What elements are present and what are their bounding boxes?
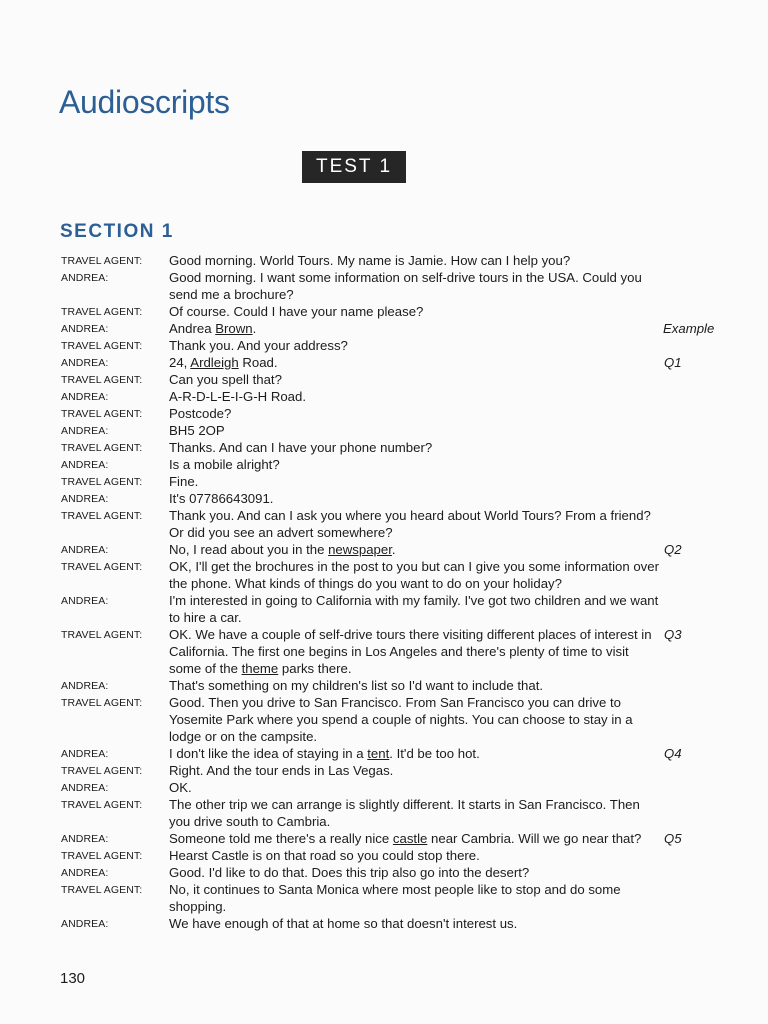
speaker-label: ANDREA: — [61, 544, 109, 556]
dialogue-text: Good morning. World Tours. My name is Jamie. How can I help you? — [169, 253, 571, 268]
speaker-label: TRAVEL AGENT: — [61, 629, 143, 641]
dialogue-text: Right. And the tour ends in Las Vegas. — [169, 763, 394, 778]
speaker-label: ANDREA: — [61, 782, 109, 794]
page-number: 130 — [60, 970, 86, 987]
dialogue-text: Good morning. I want some information on self-drive tours in the USA. Could you send me a brochure? — [169, 270, 642, 302]
dialogue-line — [0, 473, 768, 490]
speaker-label: TRAVEL AGENT: — [61, 408, 143, 420]
dialogue-text: We have enough of that at home so that doesn't interest us. — [169, 916, 518, 931]
text-after-answer: Road. — [238, 355, 278, 370]
dialogue-text: No, it continues to Santa Monica where most people like to stop and do some shopping. — [169, 882, 621, 914]
dialogue-line — [0, 830, 768, 847]
underlined-answer: tent — [367, 746, 390, 761]
speaker-label: ANDREA: — [61, 425, 109, 437]
speaker-label: ANDREA: — [61, 680, 109, 692]
dialogue-text: OK. — [169, 780, 192, 795]
dialogue-line — [0, 592, 768, 626]
dialogue-line — [0, 745, 768, 762]
speaker-label: ANDREA: — [61, 459, 109, 471]
text-after-answer: near Cambria. Will we go near that? — [427, 831, 642, 846]
speaker-label: ANDREA: — [61, 357, 109, 369]
dialogue-line — [0, 456, 768, 473]
question-marker: Q4 — [664, 746, 682, 761]
dialogue-line — [0, 847, 768, 864]
dialogue-line — [0, 439, 768, 456]
dialogue-line — [0, 337, 768, 354]
question-marker: Q1 — [664, 355, 682, 370]
dialogue-line — [0, 422, 768, 439]
text-before-answer: No, I read about you in the — [169, 542, 329, 557]
dialogue-text: Is a mobile alright? — [169, 457, 280, 472]
dialogue-text — [169, 626, 659, 677]
underlined-answer: Ardleigh — [190, 355, 239, 370]
speaker-label: ANDREA: — [61, 391, 109, 403]
dialogue-line — [0, 303, 768, 320]
speaker-label: ANDREA: — [61, 833, 109, 845]
dialogue-line — [0, 371, 768, 388]
speaker-label: TRAVEL AGENT: — [61, 765, 143, 777]
speaker-label: TRAVEL AGENT: — [61, 561, 143, 573]
dialogue-text: Good. Then you drive to San Francisco. From San Francisco you can drive to Yosemite Park where you spend a couple of nights. You can choose to stay in a lodge or on the campsite. — [169, 695, 633, 744]
dialogue-line — [0, 915, 768, 932]
speaker-label: ANDREA: — [61, 272, 109, 284]
speaker-label: ANDREA: — [61, 493, 109, 505]
speaker-label: TRAVEL AGENT: — [61, 850, 143, 862]
text-after-answer: . It'd be too hot. — [389, 746, 480, 761]
speaker-label: ANDREA: — [61, 595, 109, 607]
dialogue-text: BH5 2OP — [169, 423, 225, 438]
underlined-answer: castle — [392, 831, 428, 846]
dialogue-text: Fine. — [169, 474, 199, 489]
dialogue-line — [0, 779, 768, 796]
speaker-label: TRAVEL AGENT: — [61, 340, 143, 352]
dialogue-text: A-R-D-L-E-I-G-H Road. — [169, 389, 307, 404]
speaker-label: TRAVEL AGENT: — [61, 476, 143, 488]
dialogue-text — [169, 354, 659, 371]
dialogue-line — [0, 507, 768, 541]
dialogue-line — [0, 677, 768, 694]
dialogue-text — [169, 745, 659, 762]
speaker-label: TRAVEL AGENT: — [61, 255, 143, 267]
section-heading: SECTION 1 — [60, 221, 174, 242]
text-after-answer: parks there. — [278, 661, 352, 676]
dialogue-line — [0, 354, 768, 371]
speaker-label: TRAVEL AGENT: — [61, 799, 143, 811]
dialogue-line — [0, 388, 768, 405]
dialogue-text: Of course. Could I have your name please? — [169, 304, 424, 319]
text-before-answer: Someone told me there's a really nice — [169, 831, 393, 846]
speaker-label: ANDREA: — [61, 867, 109, 879]
speaker-label: TRAVEL AGENT: — [61, 697, 143, 709]
text-before-answer: OK. We have a couple of self-drive tours there visiting different places of interest in California. The first one begins in Los Angeles and there's plenty of time to visit some of the — [169, 627, 652, 676]
text-after-answer: . — [252, 321, 257, 336]
speaker-label: ANDREA: — [61, 323, 109, 335]
dialogue-line — [0, 252, 768, 269]
speaker-label: TRAVEL AGENT: — [61, 306, 143, 318]
dialogue-text: Postcode? — [169, 406, 232, 421]
dialogue-line — [0, 864, 768, 881]
speaker-label: ANDREA: — [61, 748, 109, 760]
dialogue-text: Thanks. And can I have your phone number? — [169, 440, 433, 455]
dialogue-text: OK, I'll get the brochures in the post to you but can I give you some information over the phone. What kinds of things do you want to do on your holiday? — [169, 559, 659, 591]
dialogue-text: Thank you. And can I ask you where you heard about World Tours? From a friend? Or did you see an advert somewhere? — [169, 508, 651, 540]
text-before-answer: 24, — [169, 355, 191, 370]
speaker-label: TRAVEL AGENT: — [61, 442, 143, 454]
audioscript-dialogue — [0, 252, 768, 932]
dialogue-line — [0, 762, 768, 779]
speaker-label: TRAVEL AGENT: — [61, 374, 143, 386]
dialogue-line — [0, 796, 768, 830]
dialogue-text: Can you spell that? — [169, 372, 282, 387]
question-marker: Example — [663, 321, 715, 336]
question-marker: Q3 — [664, 627, 682, 642]
question-marker: Q2 — [664, 542, 682, 557]
dialogue-text — [169, 830, 659, 847]
dialogue-line — [0, 490, 768, 507]
speaker-label: TRAVEL AGENT: — [61, 884, 143, 896]
dialogue-text: It's 07786643091. — [169, 491, 274, 506]
dialogue-text: Hearst Castle is on that road so you could stop there. — [169, 848, 480, 863]
dialogue-text: Thank you. And your address? — [169, 338, 348, 353]
dialogue-text: Good. I'd like to do that. Does this trip also go into the desert? — [169, 865, 530, 880]
dialogue-text: The other trip we can arrange is slightly different. It starts in San Francisco. Then you drive south to Cambria. — [169, 797, 640, 829]
dialogue-line — [0, 541, 768, 558]
dialogue-line — [0, 320, 768, 337]
speaker-label: TRAVEL AGENT: — [61, 510, 143, 522]
dialogue-text — [169, 320, 659, 337]
dialogue-text: I'm interested in going to California with my family. I've got two children and we want to hire a car. — [169, 593, 659, 625]
dialogue-line — [0, 694, 768, 745]
dialogue-line — [0, 405, 768, 422]
text-before-answer: Andrea — [169, 321, 216, 336]
dialogue-text — [169, 541, 659, 558]
dialogue-line — [0, 269, 768, 303]
underlined-answer: Brown — [215, 321, 253, 336]
dialogue-line — [0, 558, 768, 592]
text-after-answer: . — [391, 542, 396, 557]
dialogue-line — [0, 881, 768, 915]
text-before-answer: I don't like the idea of staying in a — [169, 746, 368, 761]
dialogue-line — [0, 626, 768, 677]
question-marker: Q5 — [664, 831, 682, 846]
page-title: Audioscripts — [59, 84, 230, 120]
underlined-answer: newspaper — [328, 542, 392, 557]
underlined-answer: theme — [241, 661, 279, 676]
test-badge: TEST 1 — [302, 151, 406, 183]
speaker-label: ANDREA: — [61, 918, 109, 930]
dialogue-text: That's something on my children's list so I'd want to include that. — [169, 678, 544, 693]
